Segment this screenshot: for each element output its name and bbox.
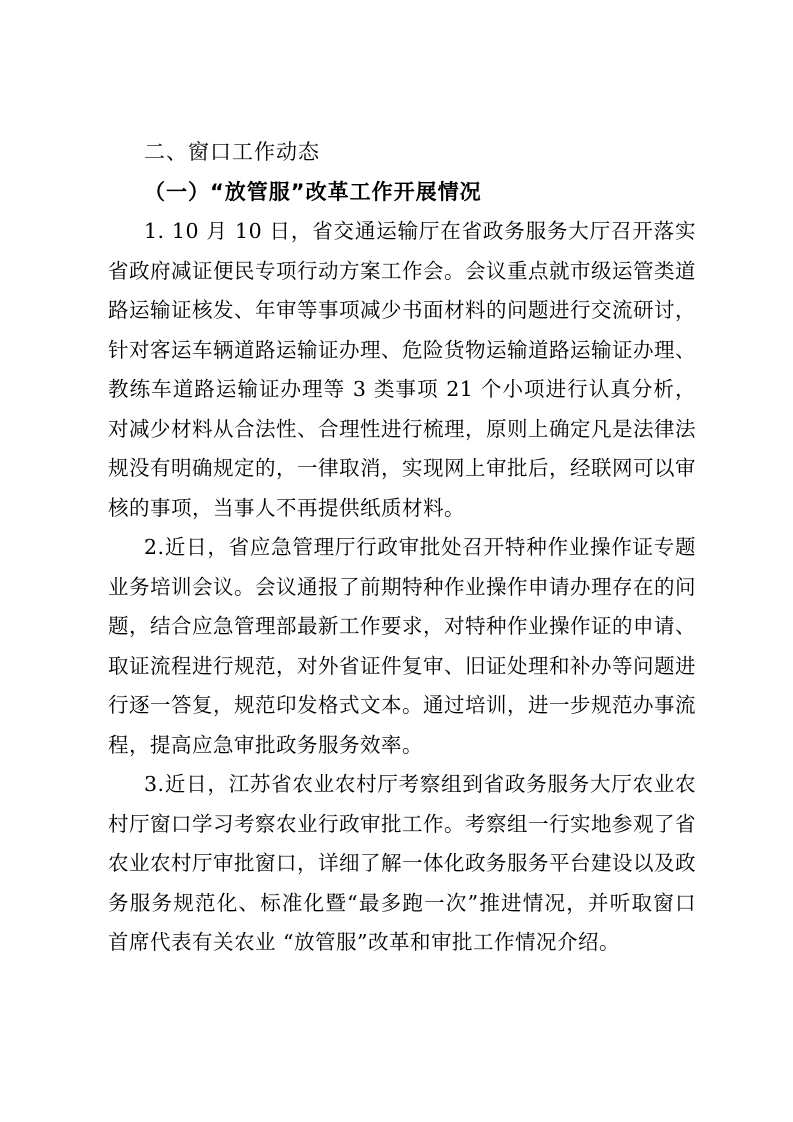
paragraph-3: 3.近日，江苏省农业农村厅考察组到省政务服务大厅农业农村厅窗口学习考察农业行政审批工作。考察组一行实地参观了省农业农村厅审批窗口，详细了解一体化政务服务平台建设以及政务服务规范化、标准化暨“最多跑一次”推进情况，并听取窗口首席代表有关农业 “放管服”改革和审批工作情况介绍。 <box>108 772 696 954</box>
section-heading: 二、窗口工作动态 <box>144 140 320 164</box>
document-body <box>108 132 696 963</box>
paragraph-1: 1. 10 月 10 日，省交通运输厅在省政务服务大厅召开落实省政府减证便民专项行动方案工作会。会议重点就市级运管类道路运输证核发、年审等事项减少书面材料的问题进行交流研讨，针对客运车辆道路运输证办理、危险货物运输道路运输证办理、教练车道路运输证办理等 3 类事项 21 个小项进行认真分析，对减少材料从合法性、合理性进行梳理，原则上确定凡是法律法规没有明确规定的，一律取消，实现网上审批后，经联网可以审核的事项，当事人不再提供纸质材料。 <box>108 219 696 520</box>
sub-heading: （一）“放管服”改革工作开展情况 <box>144 180 482 204</box>
paragraph-2: 2.近日，省应急管理厅行政审批处召开特种作业操作证专题业务培训会议。会议通报了前期特种作业操作申请办理存在的问题，结合应急管理部最新工作要求，对特种作业操作证的申请、取证流程进行规范，对外省证件复审、旧证处理和补办等问题进行逐一答复，规范印发格式文本。通过培训，进一步规范办事流程，提高应急审批政务服务效率。 <box>108 535 696 757</box>
